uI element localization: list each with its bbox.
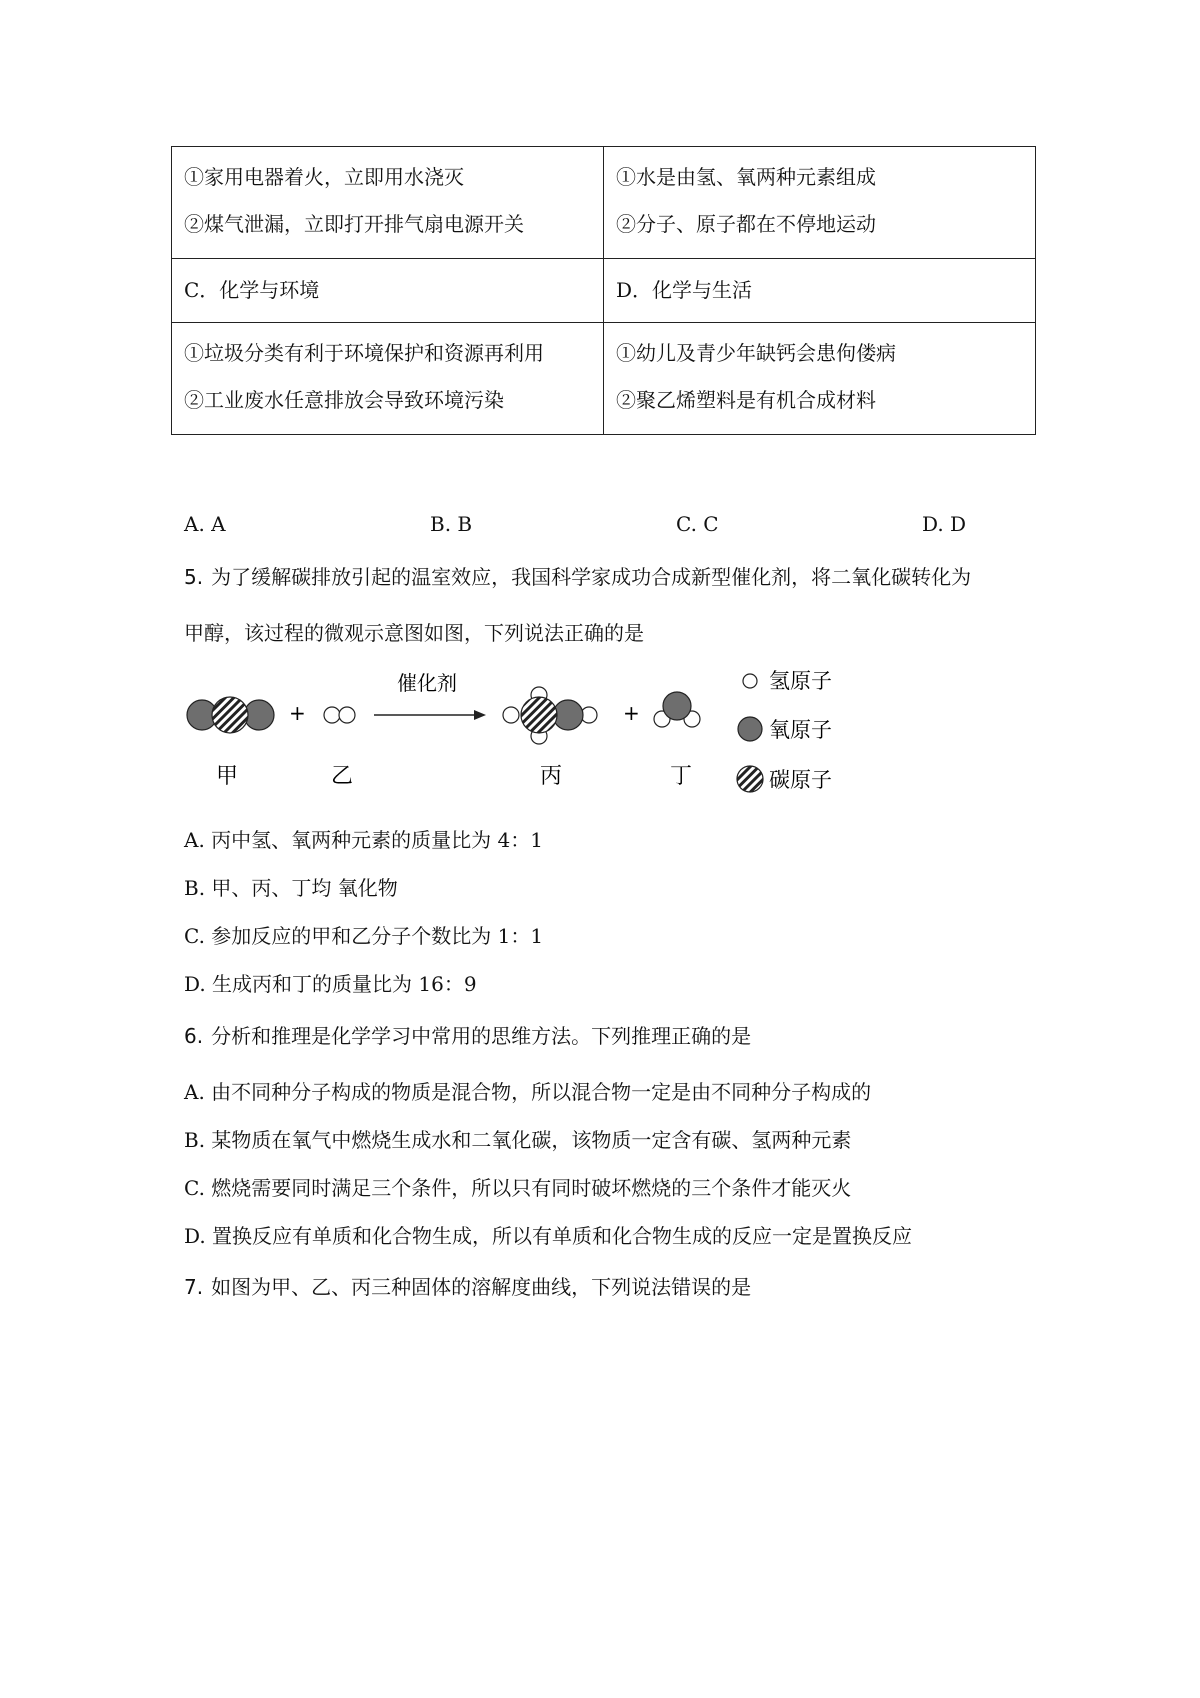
q5-stem-text: 为了缓解碳排放引起的温室效应，我国科学家成功合成新型催化剂，将二氧化碳转化为 <box>211 565 972 589</box>
table-row <box>172 147 1036 259</box>
cell-line: ②工业废水任意排放会导致环境污染 <box>184 388 504 412</box>
option-d[interactable]: D. D <box>922 512 967 536</box>
legend <box>737 669 832 792</box>
molecule-yi <box>324 707 355 723</box>
catalyst-label: 催化剂 <box>397 671 457 695</box>
table-cell <box>172 323 604 435</box>
label-yi: 乙 <box>331 764 354 789</box>
legend-oxygen-label: 氧原子 <box>769 718 832 742</box>
table-header-cell <box>172 259 604 323</box>
molecule-ding <box>654 692 700 727</box>
molecule-jia <box>187 697 274 733</box>
question-number: 6. <box>184 1024 204 1048</box>
cell-line: ①水是由氢、氧两种元素组成 <box>616 165 876 189</box>
table-cell <box>604 147 1036 259</box>
option-c[interactable]: C. C <box>676 512 719 536</box>
reaction-arrow <box>374 710 486 720</box>
q6-stem-text: 分析和推理是化学学习中常用的思维方法。下列推理正确的是 <box>211 1024 752 1048</box>
q6-option-b[interactable]: B. 某物质在氧气中燃烧生成水和二氧化碳，该物质一定含有碳、氢两种元素 <box>184 1128 852 1152</box>
molecule-diagram <box>180 656 860 796</box>
cell-line: ①垃圾分类有利于环境保护和资源再利用 <box>184 341 544 365</box>
q7-stem-text: 如图为甲、乙、丙三种固体的溶解度曲线，下列说法错误的是 <box>211 1275 752 1299</box>
plus-sign: + <box>289 701 306 725</box>
oxygen-atom-icon <box>738 717 762 741</box>
answer-table <box>171 146 1036 435</box>
cell-heading: D．化学与生活 <box>616 278 753 302</box>
label-ding: 丁 <box>670 764 693 789</box>
legend-carbon-label: 碳原子 <box>769 768 832 792</box>
carbon-atom-icon <box>737 766 763 792</box>
table-header-cell <box>604 259 1036 323</box>
table-row <box>172 323 1036 435</box>
q4-options-row <box>0 506 1200 542</box>
label-jia: 甲 <box>216 764 239 789</box>
question-number: 7. <box>184 1275 204 1299</box>
hydrogen-atom-icon <box>743 674 757 688</box>
plus-sign: + <box>623 701 640 725</box>
legend-hydrogen-label: 氢原子 <box>769 669 832 693</box>
molecule-bing <box>503 687 597 744</box>
q5-stem-line-1 <box>184 559 971 595</box>
table-cell <box>172 147 604 259</box>
cell-line: ①幼儿及青少年缺钙会患佝偻病 <box>616 341 896 365</box>
q5-option-d[interactable]: D. 生成丙和丁的质量比为 16：9 <box>184 972 477 996</box>
cell-line: ②聚乙烯塑料是有机合成材料 <box>616 388 876 412</box>
option-a[interactable]: A. A <box>184 512 226 536</box>
q5-option-c[interactable]: C. 参加反应的甲和乙分子个数比为 1：1 <box>184 924 544 948</box>
q6-option-d[interactable]: D. 置换反应有单质和化合物生成，所以有单质和化合物生成的反应一定是置换反应 <box>184 1224 913 1248</box>
label-bing: 丙 <box>540 764 563 789</box>
question-number: 5. <box>184 565 204 589</box>
cell-line: ②煤气泄漏，立即打开排气扇电源开关 <box>184 212 524 236</box>
q5-option-b[interactable]: B. 甲、丙、丁均 氧化物 <box>184 876 398 900</box>
q7-stem <box>184 1269 751 1305</box>
option-b[interactable]: B. B <box>430 512 473 536</box>
q6-stem <box>184 1018 751 1054</box>
q5-option-a[interactable]: A. 丙中氢、氧两种元素的质量比为 4：1 <box>184 828 543 852</box>
table-cell <box>604 323 1036 435</box>
cell-heading: C．化学与环境 <box>184 278 320 302</box>
cell-line: ②分子、原子都在不停地运动 <box>616 212 876 236</box>
q5-stem-line-2: 甲醇，该过程的微观示意图如图，下列说法正确的是 <box>184 621 644 645</box>
table-row <box>172 259 1036 323</box>
q6-option-a[interactable]: A. 由不同种分子构成的物质是混合物，所以混合物一定是由不同种分子构成的 <box>184 1080 872 1104</box>
cell-line: ①家用电器着火，立即用水浇灭 <box>184 165 464 189</box>
q6-option-c[interactable]: C. 燃烧需要同时满足三个条件，所以只有同时破坏燃烧的三个条件才能灭火 <box>184 1176 852 1200</box>
